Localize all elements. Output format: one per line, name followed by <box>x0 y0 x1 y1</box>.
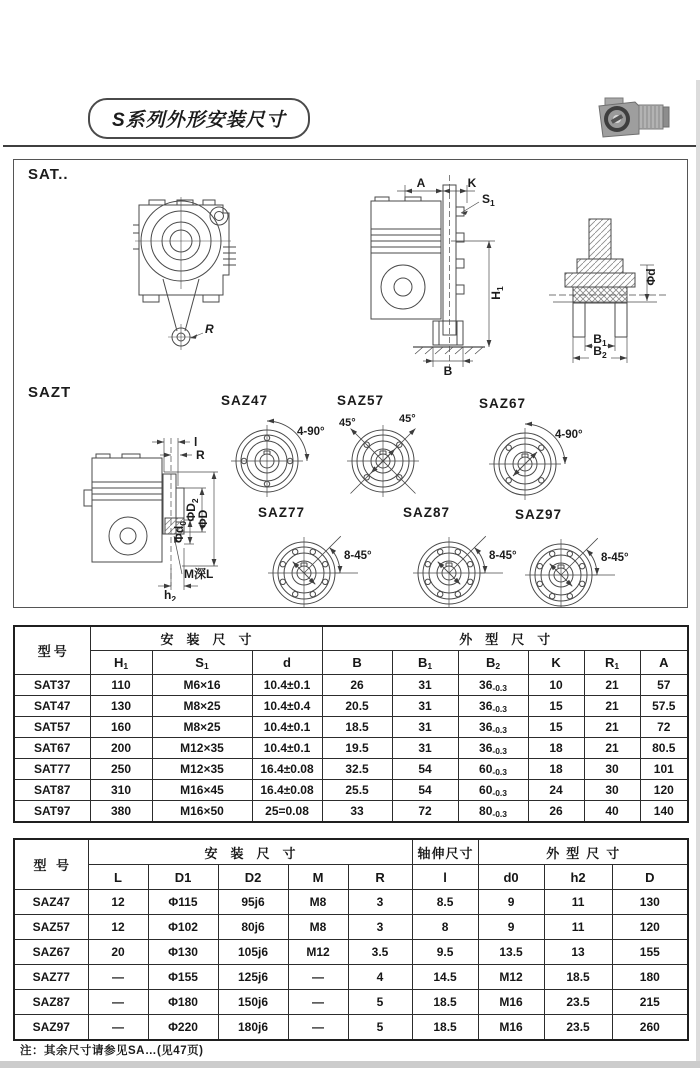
value-cell: 57.5 <box>640 696 688 717</box>
value-cell: — <box>288 990 348 1015</box>
value-cell: M8 <box>288 915 348 940</box>
value-cell: 8.5 <box>412 890 478 915</box>
model-cell: SAT57 <box>14 717 90 738</box>
value-cell: M12 <box>478 965 544 990</box>
dim-label-s1: $S_1$ <box>482 192 495 208</box>
header-divider <box>3 145 697 147</box>
value-cell: — <box>88 1015 148 1041</box>
value-cell: $60_{-0.3}$ <box>458 759 528 780</box>
table-row <box>14 696 688 717</box>
value-cell: 160 <box>90 717 152 738</box>
value-cell: 9 <box>478 890 544 915</box>
flange-drawing <box>477 396 627 514</box>
table-row <box>14 801 688 823</box>
diagram-panel <box>13 159 688 608</box>
table-row <box>14 1015 688 1041</box>
column-header: d <box>252 651 322 675</box>
value-cell: $36_{-0.3}$ <box>458 738 528 759</box>
value-cell: M6×16 <box>152 675 252 696</box>
value-cell: M12×35 <box>152 738 252 759</box>
value-cell: 5 <box>348 990 412 1015</box>
value-cell: 26 <box>322 675 392 696</box>
value-cell: 5 <box>348 1015 412 1041</box>
dim-label-m-depth: M深L <box>184 567 214 581</box>
gearbox-product-image <box>595 90 673 140</box>
page-edge-shadow-right <box>696 80 700 1068</box>
value-cell: 10.4±0.1 <box>252 738 322 759</box>
value-cell: 40 <box>584 801 640 823</box>
value-cell: M8×25 <box>152 696 252 717</box>
sazt-side-view-drawing <box>56 436 232 601</box>
flange-label: SAZ57 <box>337 393 385 408</box>
value-cell: 30 <box>584 759 640 780</box>
dimension-table <box>13 838 689 1041</box>
value-cell: 3 <box>348 890 412 915</box>
flange-label: SAZ97 <box>515 507 563 522</box>
model-cell: SAT47 <box>14 696 90 717</box>
value-cell: M8 <box>288 890 348 915</box>
value-cell: M12 <box>288 940 348 965</box>
column-header: A <box>640 651 688 675</box>
column-header: D1 <box>148 865 218 890</box>
value-cell: 155 <box>612 940 688 965</box>
value-cell: $36_{-0.3}$ <box>458 696 528 717</box>
value-cell: 23.5 <box>544 1015 612 1041</box>
column-header: K <box>528 651 584 675</box>
value-cell: 180j6 <box>218 1015 288 1041</box>
value-cell: Φ130 <box>148 940 218 965</box>
dim-label-r2: R <box>196 448 205 462</box>
table-row <box>14 675 688 696</box>
column-header: l <box>412 865 478 890</box>
value-cell: 15 <box>528 717 584 738</box>
column-header: $S_1$ <box>152 651 252 675</box>
value-cell: 3 <box>348 915 412 940</box>
value-cell: 95j6 <box>218 890 288 915</box>
table-row <box>14 780 688 801</box>
value-cell: 16.4±0.08 <box>252 780 322 801</box>
dim-label-phid: Φd <box>644 268 658 286</box>
angle-label: 4-90° <box>297 426 325 438</box>
column-header: M <box>288 865 348 890</box>
value-cell: 110 <box>90 675 152 696</box>
flange-view <box>477 396 627 519</box>
value-cell: 26 <box>528 801 584 823</box>
table-row <box>14 965 688 990</box>
value-cell: 31 <box>392 717 458 738</box>
model-cell: SAT37 <box>14 675 90 696</box>
value-cell: 31 <box>392 738 458 759</box>
value-cell: — <box>288 1015 348 1041</box>
value-cell: 30 <box>584 780 640 801</box>
page-title: S系列外形安装尺寸 <box>88 98 310 139</box>
value-cell: M16×50 <box>152 801 252 823</box>
saz-dimensions-table <box>13 838 687 1041</box>
value-cell: Φ155 <box>148 965 218 990</box>
group-header: 安装尺寸 <box>88 839 412 865</box>
model-cell: SAT87 <box>14 780 90 801</box>
value-cell: 21 <box>584 675 640 696</box>
value-cell: — <box>88 965 148 990</box>
value-cell: 54 <box>392 759 458 780</box>
column-header: L <box>88 865 148 890</box>
column-header-model: 型 号 <box>14 839 88 890</box>
dim-label-phiD: ΦD <box>196 509 210 529</box>
value-cell: 21 <box>584 696 640 717</box>
flange-drawing <box>513 507 663 608</box>
value-cell: 14.5 <box>412 965 478 990</box>
table-row <box>14 738 688 759</box>
value-cell: 8 <box>412 915 478 940</box>
value-cell: 54 <box>392 780 458 801</box>
value-cell: 15 <box>528 696 584 717</box>
page-edge-shadow-bottom <box>0 1061 700 1068</box>
value-cell: 101 <box>640 759 688 780</box>
angle-label: 45° <box>399 413 416 425</box>
model-cell: SAT67 <box>14 738 90 759</box>
value-cell: $60_{-0.3}$ <box>458 780 528 801</box>
column-header: R <box>348 865 412 890</box>
dim-label-k: K <box>467 176 477 190</box>
value-cell: 18.5 <box>544 965 612 990</box>
value-cell: 18.5 <box>412 1015 478 1041</box>
value-cell: 260 <box>612 1015 688 1041</box>
flange-drawing <box>335 393 485 511</box>
flange-label: SAZ67 <box>479 396 527 411</box>
value-cell: 3.5 <box>348 940 412 965</box>
value-cell: Φ102 <box>148 915 218 940</box>
value-cell: 19.5 <box>322 738 392 759</box>
value-cell: 9 <box>478 915 544 940</box>
value-cell: 20.5 <box>322 696 392 717</box>
value-cell: 72 <box>392 801 458 823</box>
value-cell: Φ115 <box>148 890 218 915</box>
value-cell: 310 <box>90 780 152 801</box>
value-cell: 25=0.08 <box>252 801 322 823</box>
value-cell: 250 <box>90 759 152 780</box>
value-cell: $80_{-0.3}$ <box>458 801 528 823</box>
model-cell: SAZ77 <box>14 965 88 990</box>
angle-label: 8-45° <box>489 550 517 562</box>
value-cell: M16 <box>478 1015 544 1041</box>
table-row <box>14 915 688 940</box>
value-cell: 21 <box>584 738 640 759</box>
value-cell: 72 <box>640 717 688 738</box>
value-cell: M8×25 <box>152 717 252 738</box>
flange-label: SAZ87 <box>403 505 451 520</box>
angle-label: 45° <box>339 417 356 429</box>
model-cell: SAZ87 <box>14 990 88 1015</box>
table-row <box>14 890 688 915</box>
value-cell: M12×35 <box>152 759 252 780</box>
value-cell: 13.5 <box>478 940 544 965</box>
value-cell: 18.5 <box>322 717 392 738</box>
value-cell: 31 <box>392 696 458 717</box>
flange-label: SAZ47 <box>221 393 269 408</box>
value-cell: 180 <box>612 965 688 990</box>
value-cell: 10.4±0.4 <box>252 696 322 717</box>
column-header: $R_1$ <box>584 651 640 675</box>
sat-dimensions-table <box>13 625 687 823</box>
table-row <box>14 759 688 780</box>
value-cell: 10.4±0.1 <box>252 717 322 738</box>
value-cell: 10.4±0.1 <box>252 675 322 696</box>
value-cell: 21 <box>584 717 640 738</box>
group-header: 安装尺寸 <box>90 626 322 651</box>
value-cell: 12 <box>88 915 148 940</box>
value-cell: 120 <box>640 780 688 801</box>
value-cell: M16×45 <box>152 780 252 801</box>
column-header: d0 <box>478 865 544 890</box>
value-cell: 11 <box>544 890 612 915</box>
value-cell: 18 <box>528 738 584 759</box>
value-cell: 10 <box>528 675 584 696</box>
model-cell: SAZ47 <box>14 890 88 915</box>
value-cell: 140 <box>640 801 688 823</box>
dim-label-b1: $B_1$ <box>593 332 607 348</box>
bushing-section-drawing <box>541 215 676 365</box>
value-cell: 11 <box>544 915 612 940</box>
group-header: 外型尺寸 <box>322 626 688 651</box>
value-cell: 125j6 <box>218 965 288 990</box>
footnote: 注：其余尺寸请参见SA…(见47页) <box>20 1045 204 1057</box>
value-cell: 32.5 <box>322 759 392 780</box>
flange-view <box>513 507 663 608</box>
column-header-model: 型号 <box>14 626 90 675</box>
column-header: $H_1$ <box>90 651 152 675</box>
angle-label: 8-45° <box>344 550 372 562</box>
value-cell: 80j6 <box>218 915 288 940</box>
value-cell: 130 <box>90 696 152 717</box>
model-cell: SAT77 <box>14 759 90 780</box>
value-cell: 33 <box>322 801 392 823</box>
value-cell: Φ180 <box>148 990 218 1015</box>
dim-label-l: l <box>194 436 198 449</box>
value-cell: 31 <box>392 675 458 696</box>
value-cell: 24 <box>528 780 584 801</box>
dimension-table <box>13 625 689 823</box>
sat-series-label: SAT.. <box>28 166 69 183</box>
value-cell: 200 <box>90 738 152 759</box>
dim-label-b: B <box>443 364 453 378</box>
value-cell: 130 <box>612 890 688 915</box>
model-cell: SAZ57 <box>14 915 88 940</box>
dim-label-h1: $H_1$ <box>489 286 505 300</box>
dim-label-a: A <box>416 176 426 190</box>
value-cell: 20 <box>88 940 148 965</box>
value-cell: $36_{-0.3}$ <box>458 675 528 696</box>
column-header: D2 <box>218 865 288 890</box>
flange-label: SAZ77 <box>258 505 306 520</box>
angle-label: 4-90° <box>555 429 583 441</box>
value-cell: Φ220 <box>148 1015 218 1041</box>
value-cell: $36_{-0.3}$ <box>458 717 528 738</box>
value-cell: 105j6 <box>218 940 288 965</box>
value-cell: 12 <box>88 890 148 915</box>
flange-drawing <box>256 505 406 608</box>
value-cell: 13 <box>544 940 612 965</box>
table-row <box>14 990 688 1015</box>
model-cell: SAZ67 <box>14 940 88 965</box>
value-cell: — <box>88 990 148 1015</box>
column-header: $B_1$ <box>392 651 458 675</box>
column-header: B <box>322 651 392 675</box>
group-header: 轴伸尺寸 <box>412 839 478 865</box>
value-cell: 16.4±0.08 <box>252 759 322 780</box>
value-cell: 4 <box>348 965 412 990</box>
dim-label-r: R <box>205 322 214 336</box>
value-cell: 150j6 <box>218 990 288 1015</box>
sazt-series-label: SAZT <box>28 384 72 401</box>
value-cell: 18.5 <box>412 990 478 1015</box>
column-header: h2 <box>544 865 612 890</box>
value-cell: 380 <box>90 801 152 823</box>
value-cell: 23.5 <box>544 990 612 1015</box>
table-row <box>14 717 688 738</box>
model-cell: SAT97 <box>14 801 90 823</box>
value-cell: 80.5 <box>640 738 688 759</box>
value-cell: 120 <box>612 915 688 940</box>
dim-label-phiD2: $\Phi D_2$ <box>184 498 200 522</box>
table-row <box>14 940 688 965</box>
value-cell: M16 <box>478 990 544 1015</box>
value-cell: 18 <box>528 759 584 780</box>
value-cell: 9.5 <box>412 940 478 965</box>
flange-view <box>335 393 485 516</box>
column-header: $B_2$ <box>458 651 528 675</box>
value-cell: 215 <box>612 990 688 1015</box>
group-header: 外型尺寸 <box>478 839 688 865</box>
value-cell: — <box>288 965 348 990</box>
angle-label: 8-45° <box>601 552 629 564</box>
column-header: D <box>612 865 688 890</box>
sat-side-view-drawing <box>353 171 513 381</box>
flange-view <box>256 505 406 608</box>
value-cell: 57 <box>640 675 688 696</box>
model-cell: SAZ97 <box>14 1015 88 1041</box>
sat-front-view-drawing <box>119 191 244 356</box>
dim-label-phid0: $\Phi d_0$ <box>172 521 188 543</box>
value-cell: 25.5 <box>322 780 392 801</box>
dim-label-h2: $h_2$ <box>164 588 177 601</box>
dim-label-b2: $B_2$ <box>593 344 607 360</box>
